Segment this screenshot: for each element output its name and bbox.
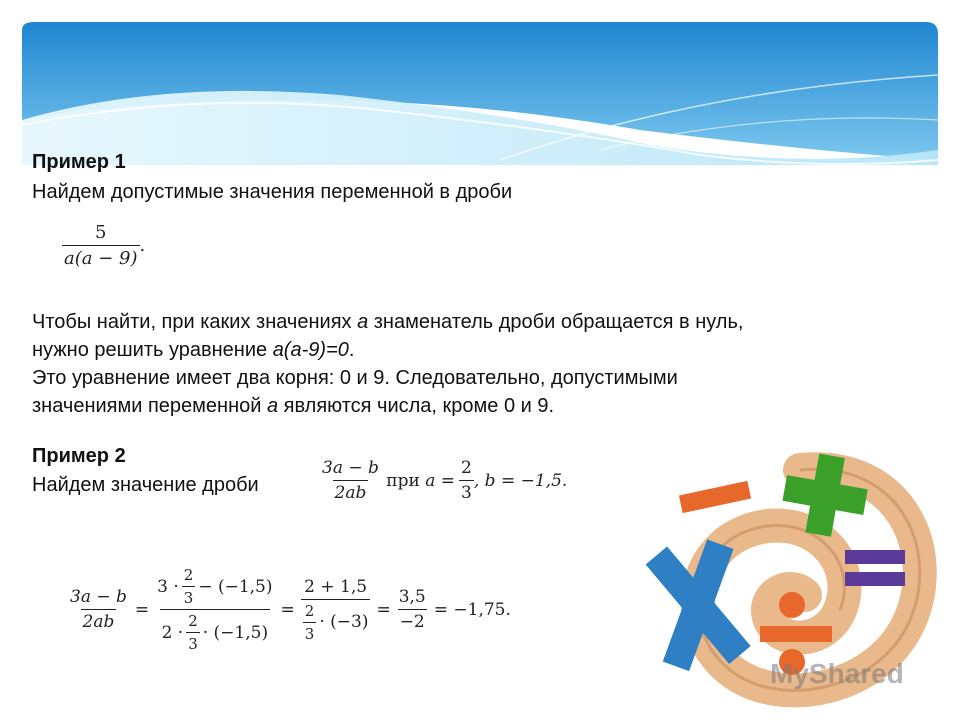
- example1-intro: Найдем допустимые значения переменной в дроби: [32, 181, 513, 203]
- text-segment: Чтобы найти, при каких значениях: [32, 311, 358, 333]
- text-segment: 2 ·: [161, 622, 184, 643]
- given-b-part: , b = −1,5.: [473, 470, 568, 491]
- minus-sign-icon: [679, 481, 751, 513]
- example2-solution: [68, 566, 511, 653]
- example2-title: Пример 2: [32, 445, 126, 467]
- given-numerator: 3a − b: [322, 458, 379, 478]
- example2-intro: Найдем значение дроби: [32, 474, 259, 496]
- text-segment: являются числа, кроме 0 и 9.: [278, 395, 555, 417]
- a-value-numerator: 2: [461, 458, 472, 478]
- equals-sign: =: [376, 599, 391, 620]
- variable-a: a: [357, 311, 369, 333]
- text-segment: значениями переменной: [32, 395, 267, 417]
- equation-inline: a(a-9)=0: [272, 339, 349, 361]
- example1-paragraph-line3: Это уравнение имеет два корня: 0 и 9. Следовательно, допустимыми: [32, 367, 678, 389]
- a-value-denominator: 3: [459, 480, 474, 503]
- text-segment: · (−1,5): [202, 622, 269, 643]
- example1-fraction: [62, 222, 145, 269]
- inner-numerator: 2: [183, 566, 194, 584]
- variable-a: a: [266, 395, 279, 417]
- text-segment: нужно решить уравнение: [32, 339, 273, 361]
- inner-denominator: 3: [186, 632, 200, 653]
- text-segment: .: [348, 339, 355, 361]
- text-segment: · (−3): [319, 612, 369, 632]
- equals-sign: =: [134, 599, 150, 620]
- solution-f4-numerator: 3,5: [398, 587, 426, 607]
- given-a-eq: a =: [425, 470, 456, 491]
- inner-denominator: 3: [182, 586, 196, 607]
- example1-paragraph-line2: [32, 336, 354, 364]
- given-pri-word: при: [380, 470, 426, 491]
- header-wave-banner: [0, 0, 960, 180]
- inner-denominator: 3: [303, 622, 317, 643]
- solution-f3-numerator: 2 + 1,5: [304, 576, 368, 597]
- given-denominator: 2ab: [333, 480, 369, 503]
- watermark-logo: MyShared: [770, 658, 904, 689]
- fraction-denominator: a(a − 9): [62, 245, 140, 269]
- equals-sign: =: [280, 599, 295, 620]
- text-segment: знаменатель дроби обращается в нуль,: [368, 311, 744, 333]
- fraction-numerator: 5: [95, 222, 107, 243]
- text-segment: 3 ·: [157, 576, 179, 597]
- example2-given: [320, 458, 567, 503]
- solution-result: = −1,75.: [433, 599, 511, 620]
- inner-numerator: 2: [304, 601, 315, 620]
- example1-title: Пример 1: [32, 151, 126, 173]
- fraction-tail: .: [139, 235, 146, 256]
- text-segment: − (−1,5): [198, 576, 273, 597]
- example1-paragraph-line4: [32, 392, 554, 420]
- example1-paragraph-line1: [32, 308, 743, 336]
- solution-f1-numerator: 3a − b: [70, 587, 127, 607]
- inner-numerator: 2: [188, 612, 198, 630]
- solution-f4-denominator: −2: [398, 609, 427, 632]
- solution-f1-denominator: 2ab: [81, 609, 117, 632]
